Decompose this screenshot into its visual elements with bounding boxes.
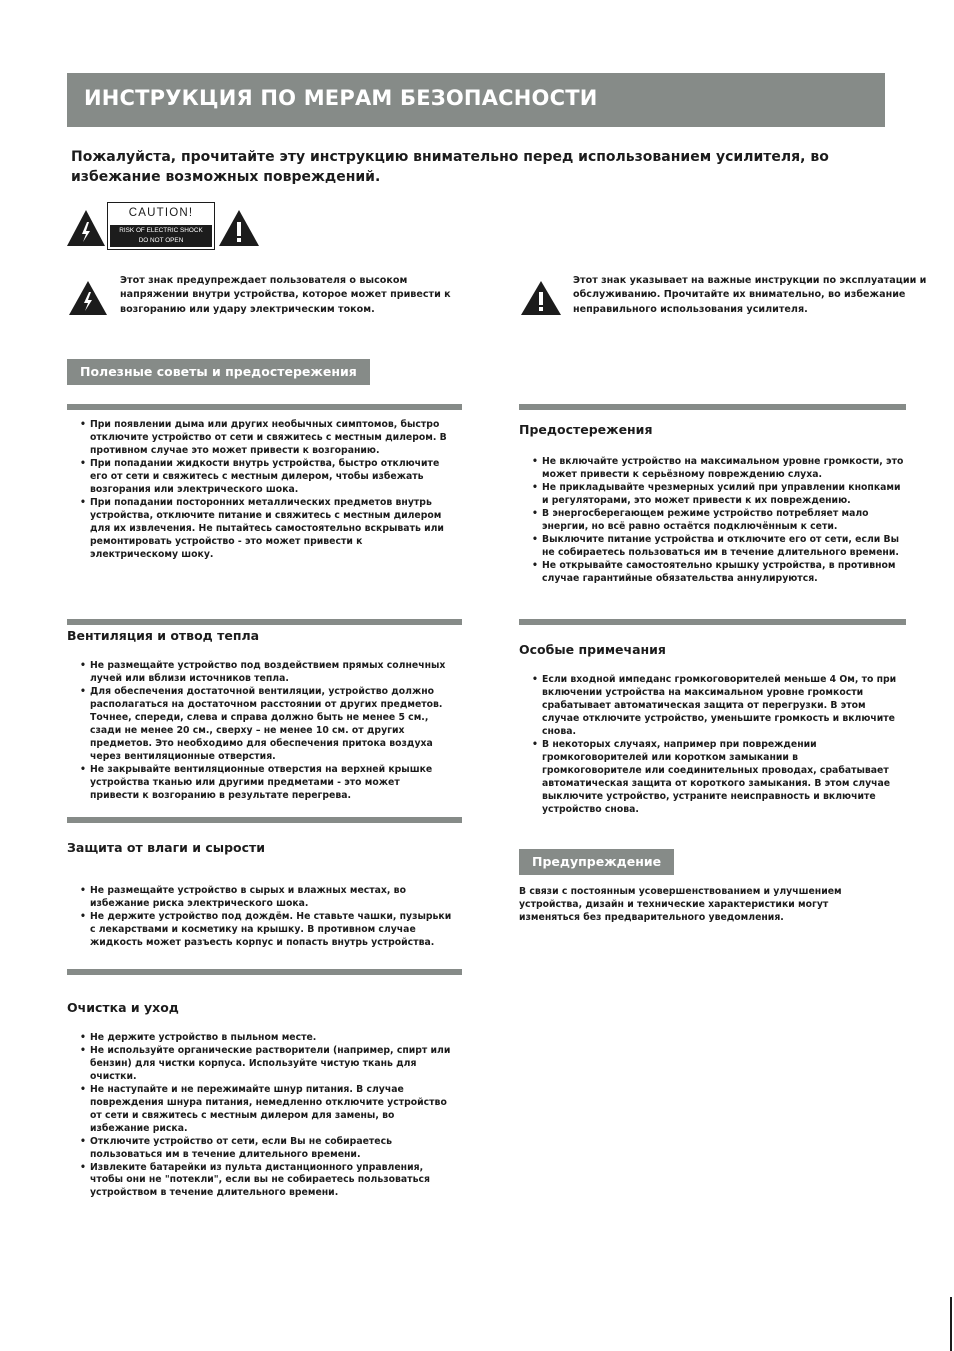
tips-divider [67,404,462,410]
list-item: • При попадании посторонних металлических предметов внутрь устройства, отключите питание и свяжитесь с местным дилером для их извлечения. Не пытайтесь самостоятельно вскрывать или ремонтировать устройство - это может привести к электрическому шоку. [80,497,450,562]
list-item: • Не размещайте устройство под воздействием прямых солнечных лучей или вблизи источников тепла. [80,660,452,686]
list-item: • Не размещайте устройство в сырых и влажных местах, во избежание риска электрического шока. [80,885,452,911]
precautions-divider [519,404,906,410]
moisture-divider [67,817,462,823]
warning-text: В связи с постоянным усовершенствованием и улучшением устройства, дизайн и технические характеристики могут изменяться без предварительного уведомления. [519,886,842,923]
list-item: • В энергосберегающем режиме устройство потребляет мало энергии, но всё равно остаётся подключённым к сети. [532,508,904,534]
list-item: • Отключите устройство от сети, если Вы не собираетесь пользоваться им в течение длительного времени. [80,1136,452,1162]
precautions-list [532,456,904,586]
intro-text: Пожалуйста, прочитайте эту инструкцию внимательно перед использованием усилителя, во избежание возможных повреждений. [71,149,829,185]
cleaning-heading: Очистка и уход [67,1000,179,1015]
caution-title: CAUTION! [128,207,194,219]
cleaning-divider [67,969,462,975]
list-item: • В некоторых случаях, например при повреждении громкоговорителей или коротком замыкании в громкоговорителе или соединительных проводах, срабатывает автоматическая защита от короткого замыкания. В этом случае выключите устройство, устраните неисправность и включите устройство снова. [532,739,900,817]
list-item: • Не используйте органические растворители (например, спирт или бензин) для чистки корпуса. Используйте чистую ткань для очистки. [80,1045,452,1084]
notes-list [532,674,900,816]
list-item: • При попадании жидкости внутрь устройства, быстро отключите его от сети и свяжитесь с местным дилером, чтобы избежать возгорания или электрического шока. [80,458,450,497]
ventilation-divider [67,619,462,625]
list-item: • При появлении дыма или других необычных симптомов, быстро отключите устройство от сети и свяжитесь с местным дилером. В противном случае это может привести к возгоранию. [80,419,450,458]
title-bar [67,73,885,127]
list-item: • Если входной импеданс громкоговорителей меньше 4 Ом, то при включении устройства на максимальном уровне громкости срабатывает автоматическая защита от перегрузки. В этом случае отключите устройство, уменьшите громкость и включите снова. [532,674,900,739]
list-item: • Не прикладывайте чрезмерных усилий при управлении кнопками и регуляторами, это может привести к их повреждению. [532,482,904,508]
tips-list [80,419,450,561]
exclamation-warning-icon [218,209,260,247]
list-item: • Извлеките батарейки из пульта дистанционного управления, чтобы они не "потекли", если вы не собираетесь пользоваться устройством в течение длительного времени. [80,1162,452,1201]
list-item: • Не держите устройство в пыльном месте. [80,1032,452,1045]
page-edge-mark [950,1297,952,1351]
moisture-heading: Защита от влаги и сырости [67,840,266,855]
list-item: • Не наступайте и не пережимайте шнур питания. В случае повреждения шнура питания, немедленно отключите устройство от сети и свяжитесь с местным дилером для замены, во избежание риска. [80,1084,452,1136]
notes-divider [519,619,906,625]
list-item: • Для обеспечения достаточной вентиляции, устройство должно располагаться на достаточном расстоянии от других предметов. Точнее, спереди, слева и справа должно быть не менее 5 см., сзади не менее 20 см., сверху – не менее 10 см. от других предметов. Это необходимо для обеспечения притока воздуха через вентиляционные отверстия. [80,686,452,764]
warning-label: Предупреждение [519,849,674,875]
list-item: • Не закрывайте вентиляционные отверстия на верхней крышке устройства тканью или другими предметами - это может привести к возгоранию в результате перегрева. [80,764,452,803]
caution-label [107,202,215,250]
notes-heading: Особые примечания [519,642,666,657]
lightning-symbol-icon [68,280,108,316]
caution-line-2: DO NOT OPEN [138,237,184,244]
precautions-heading: Предостережения [519,422,653,437]
caution-strip [110,225,212,247]
exclamation-symbol-text: Этот знак указывает на важные инструкции по эксплуатации и обслуживанию. Прочитайте их внимательно, во избежание неправильного использования усилителя. [573,275,927,315]
moisture-list [80,885,452,950]
lightning-warning-icon [66,209,106,247]
list-item: • Не открывайте самостоятельно крышку устройства, в противном случае гарантийные обязательства аннулируются. [532,560,904,586]
tips-label: Полезные советы и предостережения [67,359,370,385]
list-item: • Не включайте устройство на максимальном уровне громкости, это может привести к серьёзному повреждению слуха. [532,456,904,482]
caution-line-1: RISK OF ELECTRIC SHOCK [119,227,203,234]
page-title: ИНСТРУКЦИЯ ПО МЕРАМ БЕЗОПАСНОСТИ [84,86,598,110]
lightning-symbol-text: Этот знак предупреждает пользователя о высоком напряжении внутри устройства, которое может привести к возгоранию или удару электрическим током. [120,275,451,315]
exclamation-symbol-icon [520,280,562,316]
cleaning-list [80,1032,452,1200]
list-item: • Выключите питание устройства и отключите его от сети, если Вы не собираетесь пользоваться им в течение длительного времени. [532,534,904,560]
ventilation-list [80,660,452,802]
list-item: • Не держите устройство под дождём. Не ставьте чашки, пузырьки с лекарствами и косметику на крышку. В противном случае жидкость может разъесть корпус и попасть внутрь устройства. [80,911,452,950]
ventilation-heading: Вентиляция и отвод тепла [67,628,260,643]
